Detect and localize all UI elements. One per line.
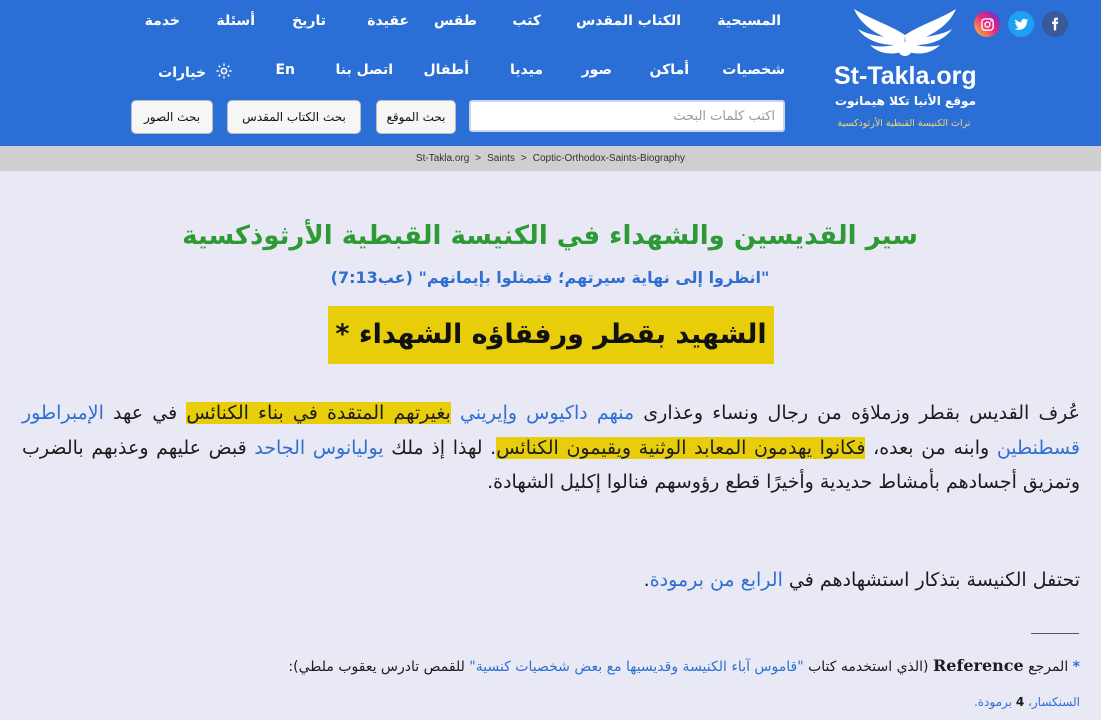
body-text: . لهذا إذ ملك bbox=[391, 436, 497, 459]
divider bbox=[1031, 633, 1079, 634]
source-month[interactable]: برمودة. bbox=[973, 695, 1012, 709]
nav-options[interactable] bbox=[158, 62, 233, 84]
bible-search-button[interactable]: بحث الكتاب المقدس bbox=[227, 100, 361, 134]
commemoration-text bbox=[22, 563, 1080, 597]
article-body bbox=[22, 396, 1080, 500]
site-search-button[interactable]: بحث الموقع bbox=[376, 100, 456, 134]
nav-history[interactable]: تاريخ bbox=[292, 13, 326, 29]
wings-logo-icon bbox=[850, 5, 960, 69]
body-text: . bbox=[643, 569, 650, 591]
nav-options-label: خيارات bbox=[158, 65, 207, 81]
breadcrumb-current[interactable]: Coptic-Orthodox-Saints-Biography bbox=[532, 153, 686, 164]
motto-verse[interactable]: "انظروا إلى نهاية سيرتهم؛ فتمثلوا بإيمانهم" (عب7:13) bbox=[330, 268, 770, 287]
logo-site-name: St-Takla.org bbox=[834, 62, 977, 90]
highlighted-text: بغيرتهم المتقدة في بناء الكنائس bbox=[186, 402, 451, 424]
nav-books[interactable]: كتب bbox=[512, 13, 541, 29]
highlighted-text: فكانوا يهدمون المعابد الوثنية ويقيمون الكنائس bbox=[496, 436, 866, 459]
nav-images[interactable]: صور bbox=[581, 62, 612, 78]
instagram-icon[interactable] bbox=[974, 11, 1000, 37]
nav-doctrine[interactable]: عقيدة bbox=[367, 13, 409, 29]
reference-star: * bbox=[1072, 659, 1080, 675]
link-dictionary-book[interactable]: "قاموس آباء الكنيسة وقديسيها مع بعض شخصيات كنسية" bbox=[469, 659, 804, 675]
link-julian-apostate[interactable]: يوليانوس الجاحد bbox=[254, 436, 384, 459]
breadcrumb-separator: > bbox=[520, 153, 527, 164]
reference-text: (الذي استخدمه كتاب bbox=[808, 659, 929, 675]
link-dacius-irene[interactable]: منهم داكيوس وإيريني bbox=[459, 402, 635, 424]
breadcrumb-home[interactable]: St-Takla.org bbox=[415, 153, 470, 164]
nav-media[interactable]: ميديا bbox=[510, 62, 543, 78]
body-text: وابنه من بعده، bbox=[873, 436, 990, 459]
body-text: قبض عليهم وعذبهم بالضرب وتمزيق أجسادهم بأمشاط حديدية وأخيرًا قطع رؤوسهم فنالوا إكليل الشهادة. bbox=[22, 436, 1080, 493]
reference-label: المرجع bbox=[1028, 659, 1069, 675]
body-text: عُرف القديس بقطر وزملاؤه من رجال ونساء وعذارى bbox=[643, 402, 1080, 424]
source-note bbox=[22, 695, 1080, 709]
site-header bbox=[0, 0, 1101, 146]
body-text: في عهد bbox=[113, 402, 178, 424]
logo-tagline: تراث الكنيسة القبطية الأرثوذكسية bbox=[837, 118, 971, 129]
link-emperor-constantine[interactable]: الإمبراطور قسطنطين bbox=[22, 402, 1080, 459]
image-search-button[interactable]: بحث الصور bbox=[131, 100, 213, 134]
nav-bible[interactable]: الكتاب المقدس bbox=[575, 13, 681, 29]
reference-english-label: Reference bbox=[932, 656, 1024, 675]
breadcrumb-separator: > bbox=[475, 153, 482, 164]
breadcrumb-saints[interactable]: Saints bbox=[487, 153, 515, 164]
logo-subtitle: موقع الأنبا تكلا هيمانوت bbox=[835, 94, 976, 108]
source-day: 4 bbox=[1015, 695, 1025, 709]
reference-note bbox=[22, 654, 1080, 679]
nav-rites[interactable]: طقس bbox=[433, 13, 477, 29]
link-baramouda-4[interactable]: الرابع من برمودة bbox=[649, 569, 783, 591]
search-input[interactable] bbox=[469, 100, 785, 132]
nav-kids[interactable]: أطفال bbox=[423, 62, 469, 78]
nav-english[interactable]: En bbox=[275, 62, 295, 78]
nav-christianity[interactable]: المسيحية bbox=[717, 13, 781, 29]
twitter-icon[interactable] bbox=[1008, 11, 1034, 37]
nav-service[interactable]: خدمة bbox=[144, 13, 180, 29]
page-title: سير القديسين والشهداء في الكنيسة القبطية الأرثوذكسية bbox=[182, 221, 918, 251]
nav-questions[interactable]: أسئلة bbox=[216, 13, 255, 29]
reference-author: للقمص تادرس يعقوب ملطي): bbox=[288, 659, 465, 675]
source-synaxarium[interactable]: السنكسار، bbox=[1028, 695, 1080, 709]
saint-title: الشهيد بقطر ورفقاؤه الشهداء * bbox=[328, 306, 774, 364]
facebook-icon[interactable] bbox=[1042, 11, 1068, 37]
breadcrumb bbox=[0, 146, 1101, 171]
body-text: تحتفل الكنيسة بتذكار استشهادهم في bbox=[788, 569, 1080, 591]
nav-places[interactable]: أماكن bbox=[649, 62, 689, 78]
nav-personalities[interactable]: شخصيات bbox=[722, 62, 785, 78]
gear-icon bbox=[215, 62, 233, 84]
nav-contact[interactable]: اتصل بنا bbox=[335, 62, 393, 78]
